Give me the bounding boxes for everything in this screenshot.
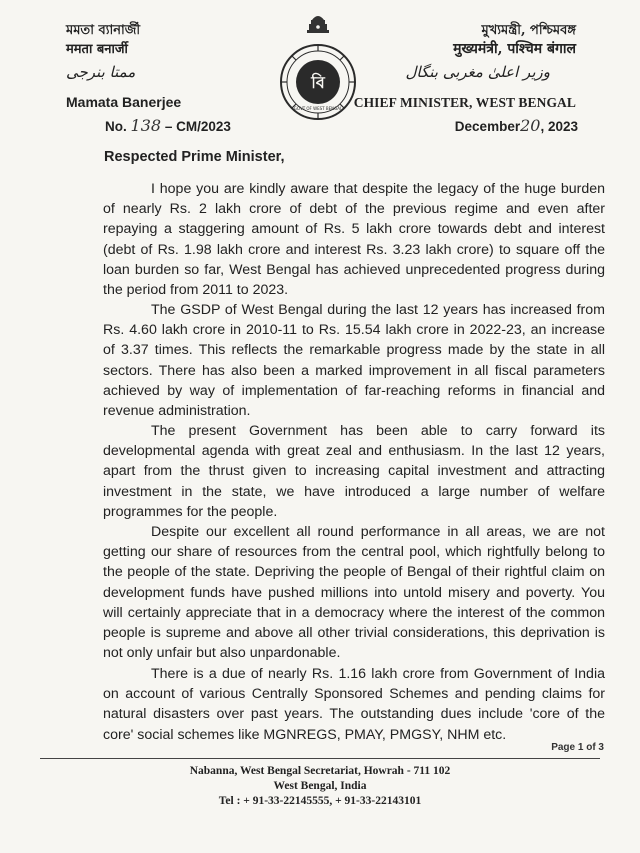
ref-suffix: CM/2023 — [176, 119, 231, 134]
reference-number: No. 138 – CM/2023 — [105, 116, 231, 135]
seal-text: GOVT OF WEST BENGAL — [293, 106, 343, 111]
name-english: Mamata Banerjee — [66, 94, 182, 110]
title-bengali: মুখ্যমন্ত্রী, পশ্চিমবঙ্গ — [481, 23, 576, 38]
date-month: December — [454, 119, 521, 134]
page-number: Page 1 of 3 — [551, 742, 604, 753]
title-urdu: وزیر اعلیٰ مغربی بنگال — [405, 63, 550, 81]
footer-line-3: Tel : + 91-33-22145555, + 91-33-22143101 — [218, 795, 422, 807]
letter-date — [455, 116, 578, 135]
date-year: , 2023 — [540, 119, 578, 134]
ref-prefix: No. — [105, 119, 127, 134]
seal-letters: বি — [311, 73, 325, 92]
state-emblem-icon — [276, 12, 360, 124]
name-urdu-signature: ممتا بنرجی — [66, 63, 136, 81]
footer-divider — [40, 758, 600, 759]
paragraph-4-text: Despite our excellent all round performance in all areas, we are not getting our share of resources from the central pool, which rightfully belong to the people of the state. Depriving the people of Bengal of their rightful claim on development funds have pushed millions into untold misery and poverty. You will certainly appreciate that in a democracy where the interest of the common people is supreme and above all other trivial considerations, this deprivation is not only unfair but also unpardonable. — [103, 524, 605, 662]
title-english: CHIEF MINISTER, WEST BENGAL — [353, 95, 576, 110]
paragraph-2 — [103, 300, 605, 421]
date-day-handwritten: 20 — [520, 116, 541, 135]
footer-line-1: Nabanna, West Bengal Secretariat, Howrah - 711 102 — [189, 765, 451, 777]
title-hindi: मुख्यमंत्री, पश्चिम बंगाल — [453, 41, 576, 57]
paragraph-3 — [103, 421, 605, 522]
ref-number-handwritten: 138 — [130, 116, 162, 135]
paragraph-5 — [103, 664, 605, 745]
salutation: Respected Prime Minister, — [104, 149, 285, 165]
paragraph-4 — [103, 522, 605, 663]
paragraph-1 — [103, 179, 605, 300]
paragraph-5-text: There is a due of nearly Rs. 1.16 lakh crore from Government of India on account of various Centrally Sponsored Schemes and pending claims for natural disasters over past years. The outstanding dues include 'core of the core' social schemes like MGNREGS, PMAY, PMGSY, NHM etc. — [103, 666, 605, 743]
name-bengali: মমতা ব্যানার্জী — [66, 23, 141, 38]
paragraph-3-text: The present Government has been able to carry forward its developmental agenda with great zeal and enthusiasm. In the last 12 years, apart from the thrust given to increasing capital investment and attracting investment in the state, we have introduced a large number of welfare programmes for the people. — [103, 423, 605, 520]
paragraph-2-text: The GSDP of West Bengal during the last 12 years has increased from Rs. 4.60 lakh crore in 2010-11 to Rs. 15.54 lakh crore in 2022-23, an increase of 3.37 times. This reflects the remarkable progress made by the state in all sectors. There has also been a marked improvement in all fiscal parameters achieved by way of implementation of far-reaching reforms in financial and revenue administration. — [103, 302, 605, 420]
footer-address — [0, 764, 640, 809]
footer-line-2: West Bengal, India — [273, 780, 367, 792]
paragraph-1-text: I hope you are kindly aware that despite the legacy of the huge burden of nearly Rs. 2 lakh crore of debt of the previous regime and even after repaying a staggering amount of Rs. 5 lakh crore towards debt and interest (debt of Rs. 1.98 lakh crore and interest Rs. 3.23 lakh crore) to square off the loan burden so far, West Bengal has achieved unprecedented progress during the period from 2011 to 2023. — [103, 181, 605, 299]
name-hindi: ममता बनार्जी — [66, 42, 128, 57]
